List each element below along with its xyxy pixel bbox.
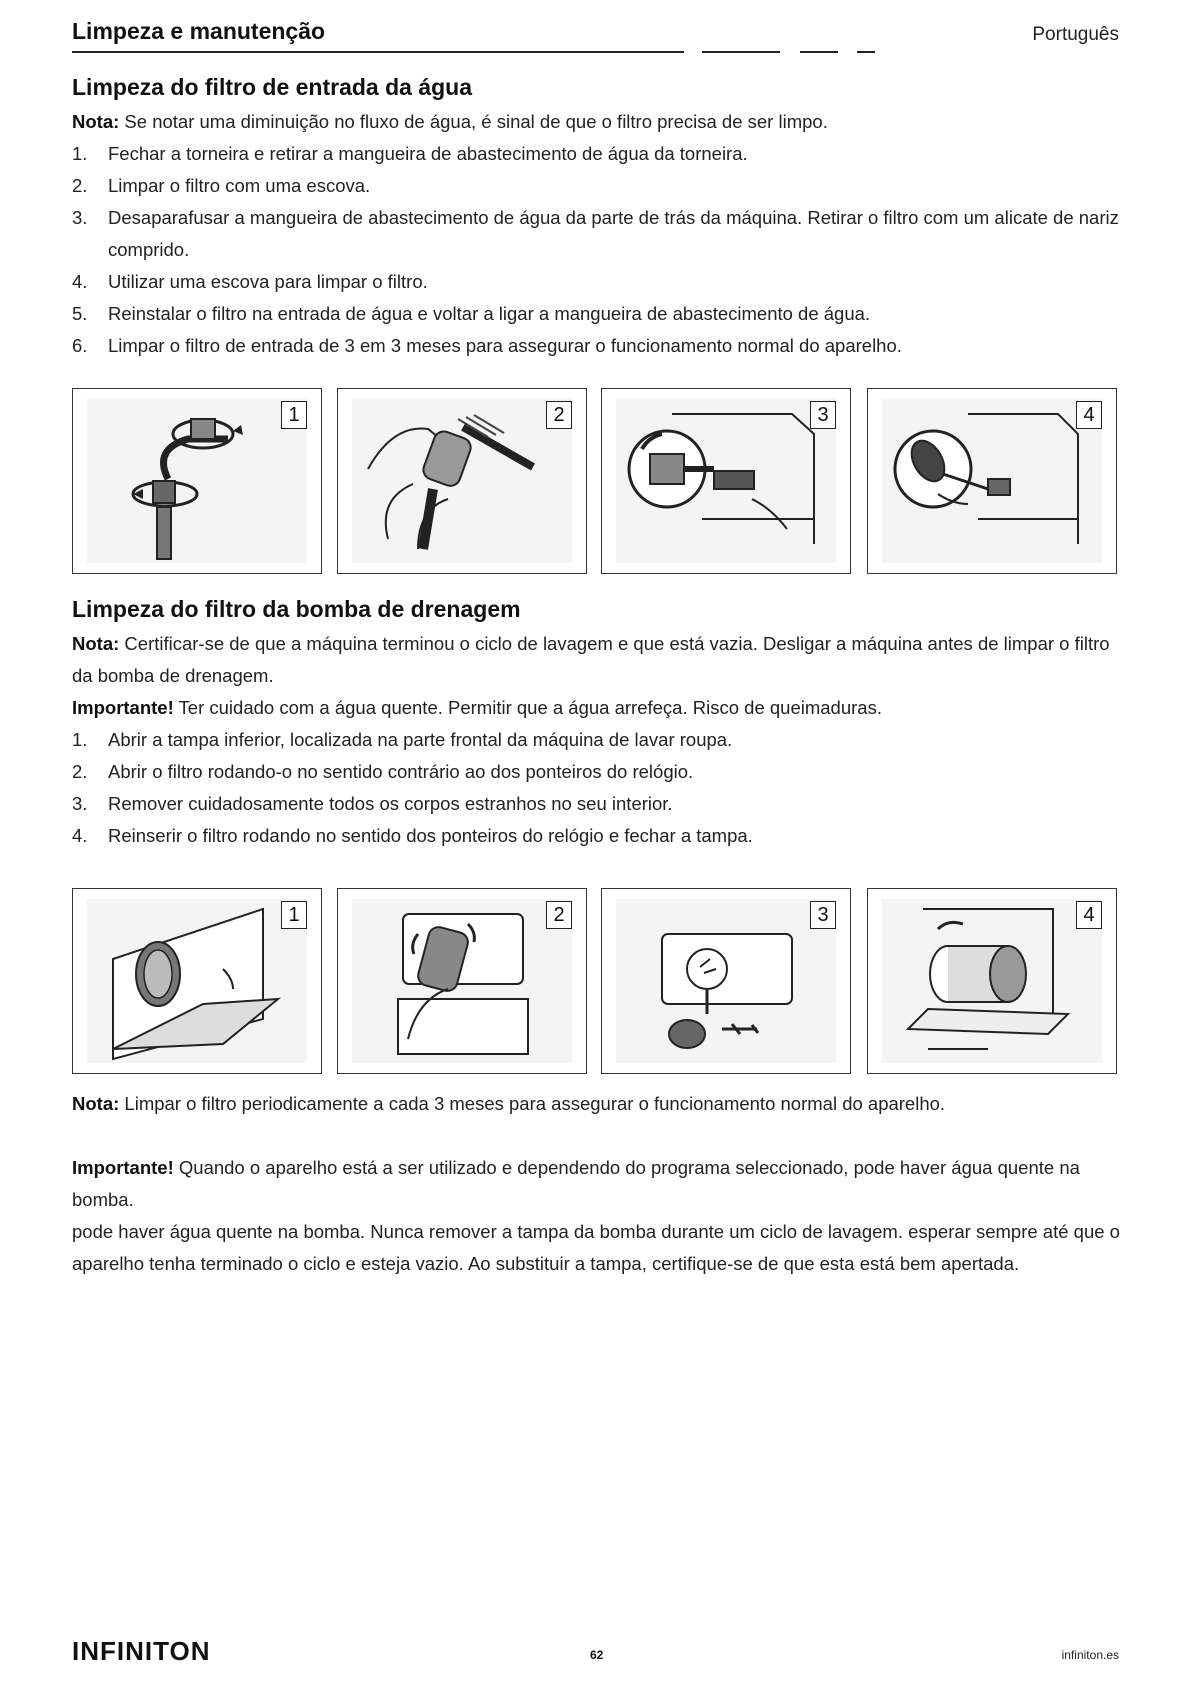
header-rule-dash — [800, 51, 838, 53]
note-text: Certificar-se de que a máquina terminou o ciclo de lavagem e que está vazia. Desligar a máquina antes de limpar o filtro da bomba de drenagem. — [72, 633, 1110, 686]
drain-steps-list — [72, 724, 1132, 852]
figure-number: 2 — [546, 901, 572, 929]
closing-note — [72, 1088, 1072, 1120]
figure-number: 1 — [281, 901, 307, 929]
note-text: Limpar o filtro periodicamente a cada 3 meses para assegurar o funcionamento normal do aparelho. — [119, 1093, 946, 1114]
header-rule — [72, 51, 684, 53]
note-text: Se notar uma diminuição no fluxo de água, é sinal de que o filtro precisa de ser limpo. — [119, 111, 828, 132]
header-rule-dash — [857, 51, 875, 53]
list-item: 2. Limpar o filtro com uma escova. — [72, 175, 371, 196]
list-item: 2. Abrir o filtro rodando-o no sentido contrário ao dos ponteiros do relógio. — [72, 761, 694, 782]
drain-note — [72, 628, 1122, 692]
closing-important — [72, 1152, 1112, 1216]
list-item: 3. Desaparafusar a mangueira de abastecimento de água da parte de trás da máquina. Retirar o filtro com um alicate de nariz comprido. — [72, 207, 1119, 260]
list-item: 1. Fechar a torneira e retirar a mangueira de abastecimento de água da torneira. — [72, 143, 748, 164]
drain-figures — [72, 888, 1122, 1076]
list-item: 4. Reinserir o filtro rodando no sentido dos ponteiros do relógio e fechar a tampa. — [72, 825, 753, 846]
section-heading-inlet-filter: Limpeza do filtro de entrada da água — [72, 74, 473, 100]
figure-drain-3 — [601, 888, 851, 1074]
page-number: 62 — [590, 1648, 604, 1662]
figure-inlet-3 — [601, 388, 851, 574]
important-label: Importante! — [72, 697, 174, 718]
section-heading-drain-pump: Limpeza do filtro da bomba de drenagem — [72, 596, 521, 622]
language-label: Português — [1032, 24, 1119, 45]
list-item: 5. Reinstalar o filtro na entrada de água e voltar a ligar a mangueira de abastecimento de água. — [72, 303, 871, 324]
figure-number: 4 — [1076, 401, 1102, 429]
figure-number: 1 — [281, 401, 307, 429]
list-item: 3. Remover cuidadosamente todos os corpos estranhos no seu interior. — [72, 793, 673, 814]
brand-logo: INFINITON — [72, 1636, 211, 1666]
figure-drain-4 — [867, 888, 1117, 1074]
figure-number: 4 — [1076, 901, 1102, 929]
important-text: Quando o aparelho está a ser utilizado e dependendo do programa seleccionado, pode haver água quente na bomba. — [72, 1157, 1080, 1210]
figure-inlet-1 — [72, 388, 322, 574]
drain-important — [72, 692, 1122, 724]
list-item: 4. Utilizar uma escova para limpar o filtro. — [72, 271, 428, 292]
figure-inlet-4 — [867, 388, 1117, 574]
figure-number: 3 — [810, 401, 836, 429]
figure-number: 3 — [810, 901, 836, 929]
inlet-figures — [72, 388, 1122, 576]
important-text: Ter cuidado com a água quente. Permitir que a água arrefeça. Risco de queimaduras. — [173, 697, 882, 718]
figure-drain-2 — [337, 888, 587, 1074]
header-rule-dash — [702, 51, 780, 53]
important-label: Importante! — [72, 1157, 174, 1178]
list-item: 6. Limpar o filtro de entrada de 3 em 3 meses para assegurar o funcionamento normal do aparelho. — [72, 335, 902, 356]
inlet-steps-list — [72, 138, 1132, 362]
note-label: Nota: — [72, 111, 120, 132]
website-link[interactable]: infiniton.es — [1061, 1648, 1119, 1662]
figure-inlet-2 — [337, 388, 587, 574]
figure-number: 2 — [546, 401, 572, 429]
page-title: Limpeza e manutenção — [72, 18, 326, 44]
note-label: Nota: — [72, 633, 120, 654]
note-label: Nota: — [72, 1093, 120, 1114]
inlet-note — [72, 106, 1122, 138]
list-item: 1. Abrir a tampa inferior, localizada na parte frontal da máquina de lavar roupa. — [72, 729, 733, 750]
figure-drain-1 — [72, 888, 322, 1074]
closing-extra: pode haver água quente na bomba. Nunca remover a tampa da bomba durante um ciclo de lavagem. esperar sempre até que o aparelho tenha terminado o ciclo e esteja vazio. Ao substituir a tampa, certifique-se de que esta está bem apertada. — [72, 1221, 1120, 1274]
